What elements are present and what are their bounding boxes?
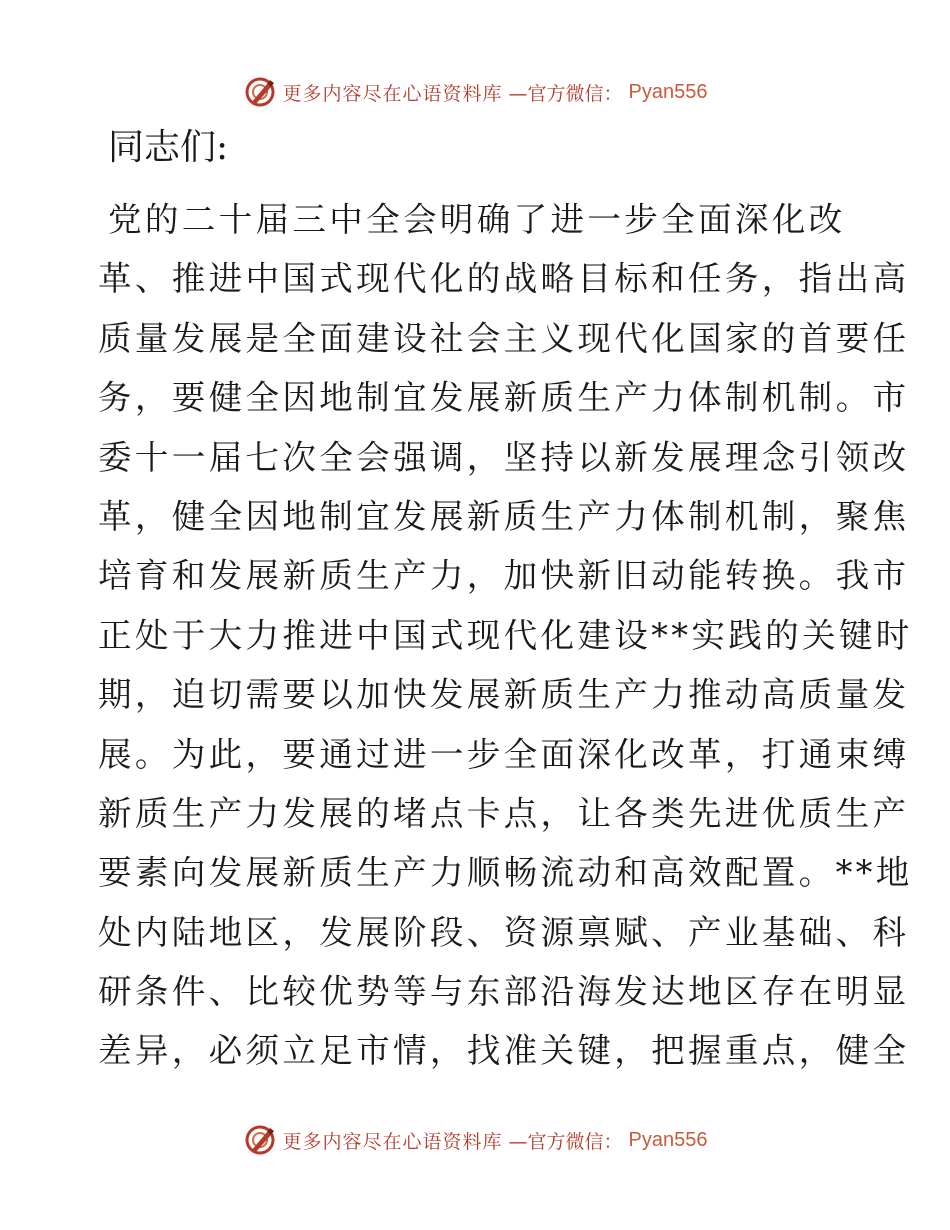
body-line: 新质生产力发展的堵点卡点，让各类先进优质生产 (98, 793, 910, 833)
body-line: 展。为此，要通过进一步全面深化改革，打通束缚 (98, 734, 910, 774)
body-line: 要素向发展新质生产力顺畅流动和高效配置。**地 (98, 853, 913, 893)
watermark-contact-label: —官方微信： (508, 1130, 623, 1153)
body-line: 正处于大力推进中国式现代化建设**实践的关键时 (98, 615, 913, 655)
body-line: 期，迫切需要以加快发展新质生产力推动高质量发 (98, 675, 910, 715)
watermark-text: 更多内容尽在心语资料库 (282, 1130, 503, 1153)
body-line: 务，要健全因地制宜发展新质生产力体制机制。市 (98, 378, 910, 418)
body-line: 革、推进中国式现代化的战略目标和任务，指出高 (98, 259, 910, 299)
body-line: 研条件、比较优势等与东部沿海发达地区存在明显 (98, 972, 910, 1012)
salutation: 同志们: (108, 127, 229, 168)
pen-logo-icon (243, 1123, 277, 1157)
header-watermark (0, 72, 950, 112)
body-line: 差异，必须立足市情，找准关键，把握重点，健全 (98, 1031, 910, 1071)
body-line: 处内陆地区，发展阶段、资源禀赋、产业基础、科 (98, 912, 910, 952)
body-line: 培育和发展新质生产力，加快新旧动能转换。我市 (98, 556, 910, 596)
body-line: 革，健全因地制宜发展新质生产力体制机制，聚焦 (98, 496, 910, 536)
watermark-wechat-id: Pyan556 (628, 1128, 708, 1151)
body-line: 党的二十届三中全会明确了进一步全面深化改 (108, 200, 846, 239)
watermark-text: 更多内容尽在心语资料库 (282, 82, 503, 105)
body-line: 委十一届七次全会强调，坚持以新发展理念引领改 (98, 437, 910, 477)
watermark-contact-label: —官方微信： (508, 82, 623, 105)
body-line: 质量发展是全面建设社会主义现代化国家的首要任 (98, 318, 910, 358)
document-body (98, 190, 913, 1081)
watermark-wechat-id: Pyan556 (628, 80, 708, 103)
footer-watermark (0, 1120, 950, 1160)
pen-logo-icon (243, 75, 277, 109)
